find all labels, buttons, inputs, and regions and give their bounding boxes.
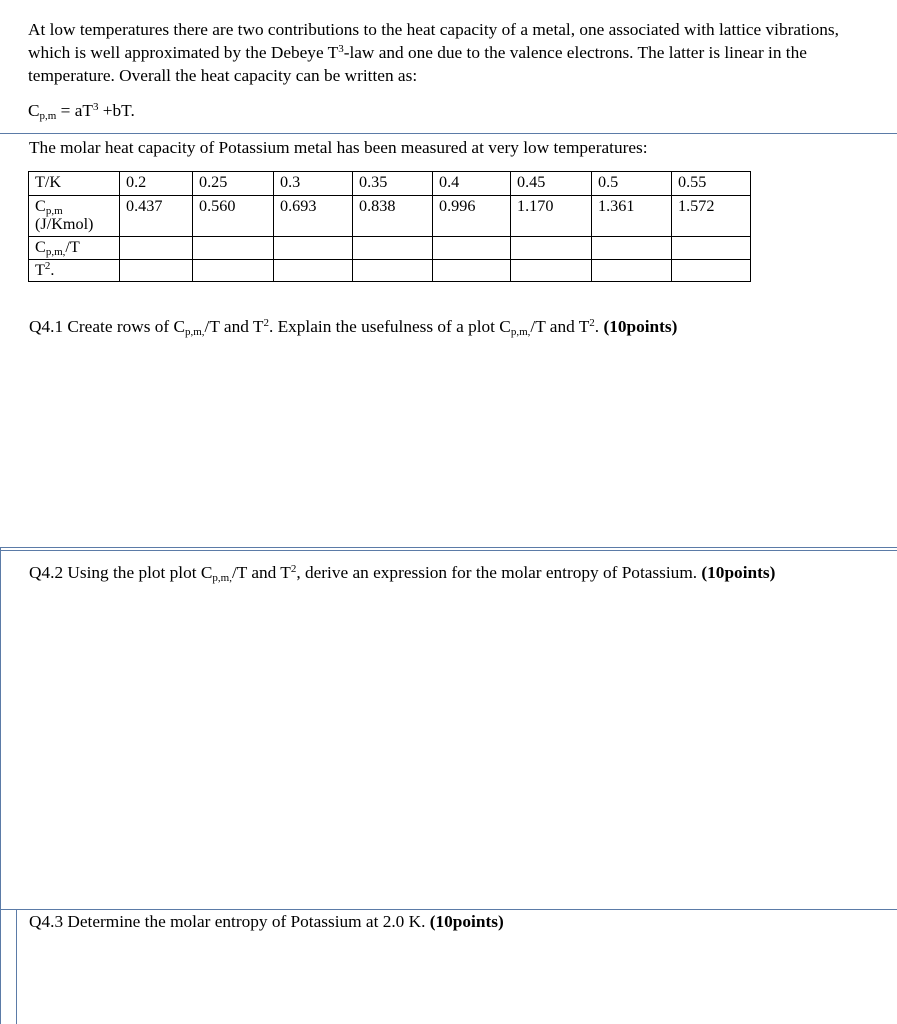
equation-superscript: 3 xyxy=(92,101,99,113)
row-label-cp-over-t xyxy=(29,237,120,260)
heat-capacity-table xyxy=(28,171,751,282)
cpt-rest: /T xyxy=(65,238,80,256)
equation-subscript: p,m xyxy=(39,110,57,122)
t2-symbol: T xyxy=(35,261,45,279)
intro-text-part2: -law and one due to the valence electrons. The latter is linear in the temperature. Overall the heat capacity can be written as: xyxy=(28,43,807,85)
cpt-subscript: p,m, xyxy=(45,246,66,258)
table-cell-empty[interactable] xyxy=(193,237,274,260)
row-label-temperature: T/K xyxy=(29,172,120,196)
cp-unit: (J/Kmol) xyxy=(35,215,94,233)
table-row-cp-over-t xyxy=(29,237,751,260)
cpt-symbol: C xyxy=(35,238,46,256)
table-cell-empty[interactable] xyxy=(274,237,353,260)
question-4-2 xyxy=(29,562,775,584)
q41-sup2: 2 xyxy=(589,317,595,329)
q41-text5: . xyxy=(594,317,604,336)
table-cell: 0.4 xyxy=(433,172,511,196)
table-cell-empty[interactable] xyxy=(193,260,274,282)
table-cell-empty[interactable] xyxy=(511,237,592,260)
equation-rest: +bT. xyxy=(98,101,135,120)
table-cell: 0.25 xyxy=(193,172,274,196)
table-row-t-squared xyxy=(29,260,751,282)
table-cell: 0.560 xyxy=(193,196,274,237)
t2-superscript: 2 xyxy=(44,260,51,272)
row-label-heat-capacity xyxy=(29,196,120,237)
question-4-3 xyxy=(29,911,504,933)
table-cell: 0.996 xyxy=(433,196,511,237)
table-cell-empty[interactable] xyxy=(120,260,193,282)
q43-points: (10points) xyxy=(429,912,504,931)
table-cell-empty[interactable] xyxy=(672,260,751,282)
table-cell-empty[interactable] xyxy=(353,237,433,260)
intro-text-part1: At low temperatures there are two contributions to the heat capacity of a metal, one associated with lattice vibrations, which is well approximated by the Debeye T xyxy=(28,20,839,62)
section-divider-1 xyxy=(0,133,897,134)
table-cell-empty[interactable] xyxy=(120,237,193,260)
q43-text1: Q4.3 Determine the molar entropy of Potassium at 2.0 K. xyxy=(29,912,430,931)
q41-text2: /T and T xyxy=(204,317,264,336)
table-cell-empty[interactable] xyxy=(592,237,672,260)
section-divider-3 xyxy=(0,909,897,910)
equation-aT: = aT xyxy=(56,101,93,120)
cp-subscript: p,m xyxy=(45,205,63,217)
table-cell: 0.437 xyxy=(120,196,193,237)
table-cell: 0.35 xyxy=(353,172,433,196)
q42-text3: , derive an expression for the molar entropy of Potassium. xyxy=(296,563,702,582)
table-row-temperature xyxy=(29,172,751,196)
table-cell: 0.3 xyxy=(274,172,353,196)
q42-sup1: 2 xyxy=(290,563,297,575)
table-cell-empty[interactable] xyxy=(433,237,511,260)
answer-box-left-border-2 xyxy=(16,909,17,1024)
table-cell: 1.361 xyxy=(592,196,672,237)
table-cell: 0.2 xyxy=(120,172,193,196)
table-cell-empty[interactable] xyxy=(433,260,511,282)
cp-symbol: C xyxy=(35,197,46,215)
q42-sub1: p,m, xyxy=(212,572,232,584)
table-cell-empty[interactable] xyxy=(672,237,751,260)
table-cell: 1.170 xyxy=(511,196,592,237)
q41-text1: Q4.1 Create rows of C xyxy=(29,317,185,336)
t2-rest: . xyxy=(50,261,55,279)
q41-text4: /T and T xyxy=(530,317,590,336)
q41-sub1: p,m, xyxy=(184,326,205,338)
q41-points: (10points) xyxy=(603,317,678,336)
intro-superscript: 3 xyxy=(338,43,344,55)
question-4-1 xyxy=(29,316,677,338)
q42-text1: Q4.2 Using the plot plot C xyxy=(29,563,213,582)
equation-symbol: C xyxy=(28,101,40,120)
table-cell-empty[interactable] xyxy=(511,260,592,282)
q42-points: (10points) xyxy=(701,563,776,582)
table-cell-empty[interactable] xyxy=(274,260,353,282)
q41-sub2: p,m, xyxy=(510,326,531,338)
q41-sup1: 2 xyxy=(263,317,269,329)
table-cell: 0.5 xyxy=(592,172,672,196)
table-cell: 0.693 xyxy=(274,196,353,237)
row-label-t-squared xyxy=(29,260,120,282)
heat-capacity-equation xyxy=(28,99,135,122)
q41-text3: . Explain the usefulness of a plot C xyxy=(268,317,511,336)
table-cell: 0.838 xyxy=(353,196,433,237)
table-cell-empty[interactable] xyxy=(353,260,433,282)
q42-text2: /T and T xyxy=(231,563,291,582)
answer-box-left-border xyxy=(0,547,1,1024)
table-row-heat-capacity xyxy=(29,196,751,237)
section-divider-2 xyxy=(0,547,897,551)
table-cell: 0.55 xyxy=(672,172,751,196)
intro-paragraph xyxy=(28,18,868,87)
measurement-intro: The molar heat capacity of Potassium metal has been measured at very low temperatures: xyxy=(29,138,648,157)
table-cell: 1.572 xyxy=(672,196,751,237)
table-cell: 0.45 xyxy=(511,172,592,196)
table-cell-empty[interactable] xyxy=(592,260,672,282)
